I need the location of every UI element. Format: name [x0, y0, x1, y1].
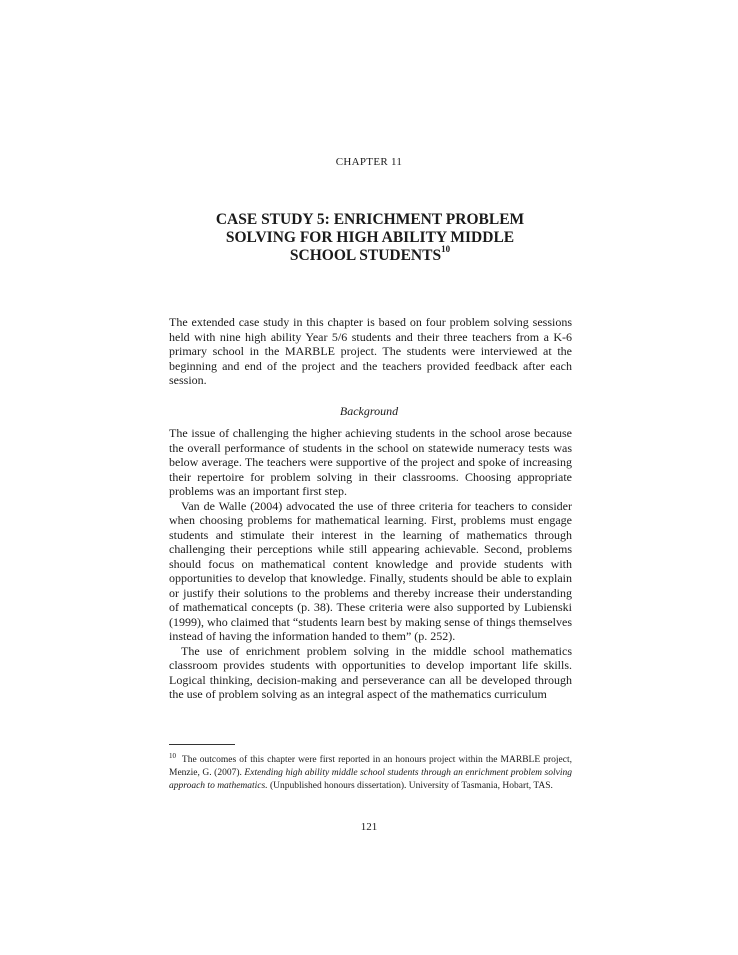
intro-paragraph — [169, 315, 572, 388]
paragraph-2: Van de Walle (2004) advocated the use of three criteria for teachers to consider when choosing problems for mathematical learning. First, problems must engage students and stimulate their interest in the learning of mathematics through challenging their perceptions while still appearing achievable. Second, problems should focus on mathematical content knowledge and provide students with opportunities to develop that knowledge. Finally, students should be able to explain or justify their solutions to the problems and thereby increase their understanding of mathematical concepts (p. 38). These criteria were also supported by Lubienski (1999), who claimed that “students learn best by making sense of things themselves instead of having the information handed to them” (p. 252). — [169, 498, 572, 643]
intro-text: The extended case study in this chapter is based on four problem solving sessions held with nine high ability Year 5/6 students and their three teachers from a K-6 primary school in the MARBLE project. The students were interviewed at the beginning and end of the project and the teachers provided feedback after each session. — [169, 315, 572, 387]
title-line-3 — [190, 243, 550, 265]
footnote-mark: 10 — [169, 751, 176, 760]
footnote-text-after: (Unpublished honours dissertation). University of Tasmania, Hobart, TAS. — [269, 781, 553, 791]
footnote-divider — [169, 744, 235, 745]
chapter-label: CHAPTER 11 — [335, 156, 403, 168]
main-text — [169, 426, 572, 702]
title-footnote-ref[interactable]: 10 — [441, 243, 451, 254]
paragraph-3: The use of enrichment problem solving in the middle school mathematics classroom provides students with opportunities to develop important life skills. Logical thinking, decision-making and perseverance can all be developed through the use of problem solving as an integral aspect of the mathematics curriculum — [169, 643, 572, 701]
page-number: 121 — [360, 821, 378, 833]
footnote-title: Extending high ability middle school students through an enrichment problem solving approach to mathematics. — [169, 768, 572, 791]
footnote — [169, 751, 572, 793]
chapter-title — [190, 211, 550, 265]
title-line-3-text: SCHOOL STUDENTS — [289, 247, 442, 264]
title-line-2: SOLVING FOR HIGH ABILITY MIDDLE — [225, 229, 515, 246]
section-heading: Background — [339, 404, 399, 418]
footnote-text-before: The outcomes of this chapter were first reported in an honours project within the MARBLE project, Menzie, G. (2007). — [169, 755, 572, 778]
title-line-1: CASE STUDY 5: ENRICHMENT PROBLEM — [215, 211, 525, 228]
paragraph-1: The issue of challenging the higher achieving students in the school arose because the overall performance of students in the school on statewide numeracy tests was below average. The teachers were supportive of the project and spoke of increasing their repertoire for problem solving in their classrooms. Choosing appropriate problems was an important first step. — [169, 426, 572, 498]
